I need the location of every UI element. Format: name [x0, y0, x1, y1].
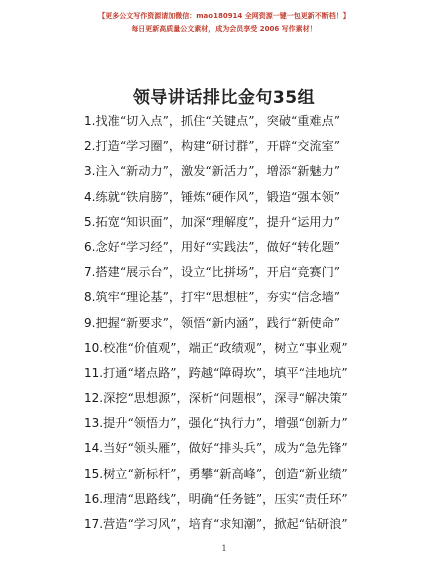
list-item — [84, 288, 384, 313]
item-number: 12. — [84, 391, 104, 406]
document-title: 领导讲话排比金句35组 — [132, 88, 316, 108]
phrase-list — [84, 112, 384, 540]
list-item — [84, 162, 384, 187]
list-item — [84, 238, 384, 263]
item-text: 校准“价值观”，端正“政绩观”，树立“事业观” — [103, 340, 348, 355]
item-text: 筑牢“理论基”，打牢“思想桩”，夯实“信念墙” — [95, 290, 341, 305]
item-number: 16. — [84, 491, 104, 506]
promo-banner-line-2: 每日更新高质量公文素材，成为会员享受 2006 写作素材！ — [131, 25, 317, 33]
item-text: 打通“堵点路”，跨越“障碍坎”，填平“洼地坑” — [103, 365, 348, 380]
list-item — [84, 515, 384, 540]
item-number: 14. — [84, 441, 104, 456]
item-text: 深挖“思想源”，深析“问题根”，深寻“解决策” — [103, 391, 348, 406]
list-item — [84, 414, 384, 439]
item-number: 1. — [84, 114, 96, 128]
list-item — [84, 213, 384, 238]
list-item — [84, 389, 384, 414]
item-text: 念好“学习经”，用好“实践法”，做好“转化题” — [95, 239, 341, 254]
item-text: 理清“思路线”，明确“任务链”，压实“责任环” — [103, 491, 348, 506]
list-item — [84, 439, 384, 464]
item-number: 9. — [84, 315, 96, 330]
item-number: 2. — [84, 139, 96, 154]
list-item — [84, 465, 384, 490]
item-text: 拓宽“知识面”，加深“理解度”，提升“运用力” — [95, 214, 341, 229]
list-item — [84, 263, 384, 288]
list-item — [84, 112, 384, 137]
item-text: 注入“新动力”，激发“新活力”，增添“新魅力” — [95, 164, 341, 179]
item-text: 提升“领悟力”，强化“执行力”，增强“创新力” — [103, 416, 348, 431]
list-item — [84, 314, 384, 339]
item-number: 6. — [84, 239, 96, 254]
item-number: 10. — [84, 340, 104, 355]
item-text: 练就“铁肩膀”，锤炼“硬作风”，锻造“强本领” — [95, 189, 341, 204]
item-text: 树立“新标杆”，勇攀“新高峰”，创造“新业绩” — [103, 466, 348, 481]
promo-banner-line-1: 【更多公文写作资源请加微信：mao180914 全网资源一键一包更新不断档！】 — [98, 12, 350, 20]
item-text: 营造“学习风”，培育“求知潮”，掀起“钻研浪” — [103, 517, 348, 531]
item-number: 4. — [84, 189, 96, 204]
item-text: 把握“新要求”，领悟“新内涵”，践行“新使命” — [95, 315, 341, 330]
item-number: 3. — [84, 164, 96, 179]
item-number: 8. — [84, 290, 96, 305]
list-item — [84, 364, 384, 389]
item-number: 13. — [84, 416, 104, 431]
page-number: 1 — [221, 544, 227, 553]
item-number: 11. — [84, 365, 104, 380]
item-text: 搭建“展示台”，设立“比拼场”，开启“竞赛门” — [95, 265, 341, 280]
list-item — [84, 137, 384, 162]
item-text: 打造“学习圈”，构建“研讨群”，开辟“交流室” — [95, 139, 341, 154]
item-number: 5. — [84, 214, 96, 229]
list-item — [84, 339, 384, 364]
list-item — [84, 490, 384, 515]
item-number: 17. — [84, 517, 104, 531]
list-item — [84, 188, 384, 213]
item-number: 7. — [84, 265, 96, 280]
item-text: 当好“领头雁”，做好“排头兵”，成为“急先锋” — [103, 441, 348, 456]
item-text: 找准“切入点”，抓住“关键点”，突破“重难点” — [95, 114, 341, 128]
item-number: 15. — [84, 466, 104, 481]
